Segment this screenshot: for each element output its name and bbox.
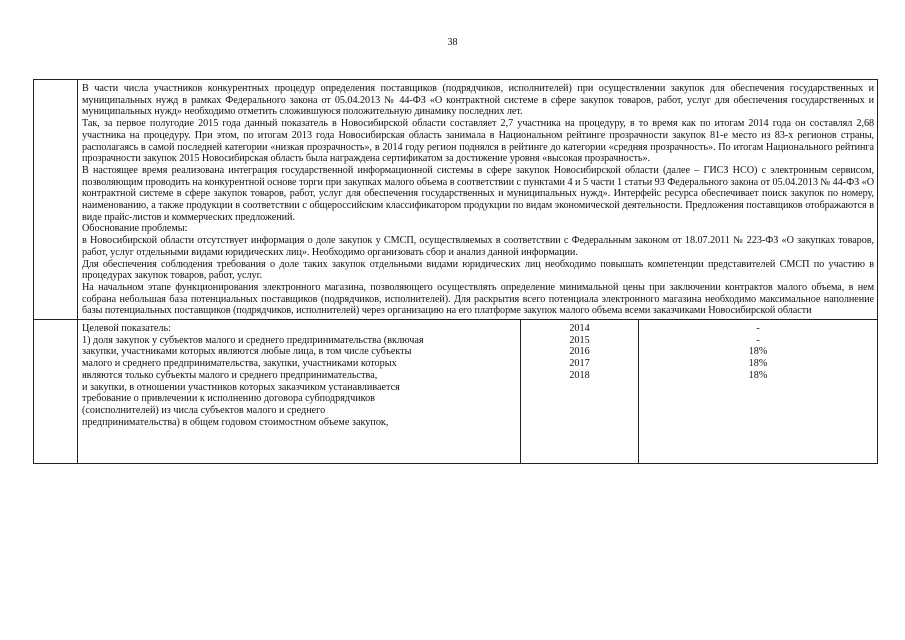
problem-description-cell <box>78 80 878 320</box>
indicator-value: - <box>756 334 760 346</box>
indicator-value: 18% <box>748 369 768 381</box>
paragraph-competence: Для обеспечения соблюдения требования о доле таких закупок отдельными видами юридических лиц необходимо повышать компетенции представителей СМСП по участию в процедурах закупок товаров, работ, услуг. <box>82 258 875 282</box>
program-table <box>33 79 878 464</box>
indicator-line: малого и среднего предпринимательства, закупки, участниками которых <box>82 358 397 370</box>
year-value: 2018 <box>569 369 590 381</box>
indicator-line: являются только субъекты малого и среднего предпринимательства, <box>82 369 378 381</box>
indicator-line: предпринимательства) в общем годовом стоимостном объеме закупок, <box>82 416 389 428</box>
paragraph-participants: В части числа участников конкурентных процедур определения поставщиков (подрядчиков, исполнителей) при осуществлении закупок для обеспечения государственных и муниципальных нужд в рамках Федерального закона от 05.04.2013 № 44-ФЗ «О контрактной системе в сфере закупок товаров, работ, услуг для обеспечения государственных и муниципальных нужд» необходимо отметить сложившуюся положительную динамику последних лет. <box>82 83 875 118</box>
year-value: 2017 <box>569 358 590 370</box>
year-value: 2016 <box>569 346 590 358</box>
indicator-value: 18% <box>748 346 768 358</box>
years-cell <box>521 320 639 464</box>
indicator-value: - <box>756 323 760 335</box>
empty-number-cell <box>34 320 78 464</box>
empty-number-cell <box>34 80 78 320</box>
indicator-line: Целевой показатель: <box>82 323 171 335</box>
indicator-line: 1) доля закупок у субъектов малого и среднего предпринимательства (включая <box>82 334 424 346</box>
problem-row <box>34 80 878 320</box>
indicator-line: и закупки, в отношении участников которых заказчиком устанавливается <box>82 381 400 393</box>
year-value: 2015 <box>569 334 590 346</box>
indicator-line: закупки, участниками которых являются любые лица, в том числе субъекты <box>82 346 412 358</box>
paragraph-smsp-info: в Новосибирской области отсутствует информация о доле закупок у СМСП, осуществляемых в соответствии с Федеральным законом от 18.07.2011 № 223-ФЗ «О закупках товаров, работ, услуг отдельными видами юридических лиц». Необходимо организовать сбор и анализ данной информации. <box>82 235 875 258</box>
indicator-value: 18% <box>748 358 768 370</box>
values-cell <box>639 320 878 464</box>
indicator-line: требование о привлечении к исполнению договора субподрядчиков <box>82 393 375 405</box>
target-indicator-row <box>34 320 878 464</box>
paragraph-gisz-integration: В настоящее время реализована интеграция государственной информационной системы в сфере закупок Новосибирской области (далее – ГИСЗ НСО) с электронным сервисом, позволяющим проводить на конкурентной основе торги при закупках малого объема в соответствии с пунктами 4 и 5 части 1 статьи 93 Федерального закона от 05.04.2013 № 44-ФЗ «О контрактной системе в сфере закупок товаров, работ, услуг для обеспечения государственных и муниципальных нужд». Интерфейс ресурса обеспечивает поиск закупок по номеру, наименованию, а также продукции в соответствии с общероссийским классификатором продукции по видам экономической деятельности. Предложения поставщиков отображаются в виде прайс-листов и коммерческих предложений. <box>82 164 875 223</box>
paragraph-transparency-rating: Так, за первое полугодие 2015 года данный показатель в Новосибирской области составляет 2,7 участника на процедуру, в то время как по итогам 2014 года он составлял 2,68 участника на процедуру. При этом, по итогам 2013 года Новосибирская область занимала в Национальном рейтинге прозрачности закупок 81-е место из 83-х регионов страны, располагаясь в самой последней категории «низкая прозрачность», в 2014 году регион поднялся в рейтинге до категории «средняя прозрачность». По итогам Национального рейтинга прозрачности закупок 2015 Новосибирская область была награждена сертификатом за достижение уровня «высокая прозрачность». <box>82 118 875 165</box>
page-number: 38 <box>447 37 458 48</box>
year-value: 2014 <box>569 323 590 335</box>
paragraph-e-shop: На начальном этапе функционирования электронного магазина, позволяющего осуществлять определение минимальной цены при заключении контрактов малого объема, в нем собрана небольшая база потенциальных поставщиков (подрядчиков, исполнителей). Для раскрытия всего потенциала электронного магазина необходимо максимальное наполнение базы потенциальных поставщиков (подрядчиков, исполнителей) через организацию на его платформе закупок малого объема всеми заказчиками Новосибирской области <box>82 281 875 317</box>
indicator-line: (соисполнителей) из числа субъектов малого и среднего <box>82 404 326 416</box>
paragraph-justification-heading: Обоснование проблемы: <box>82 223 188 235</box>
target-indicator-cell <box>78 320 521 464</box>
